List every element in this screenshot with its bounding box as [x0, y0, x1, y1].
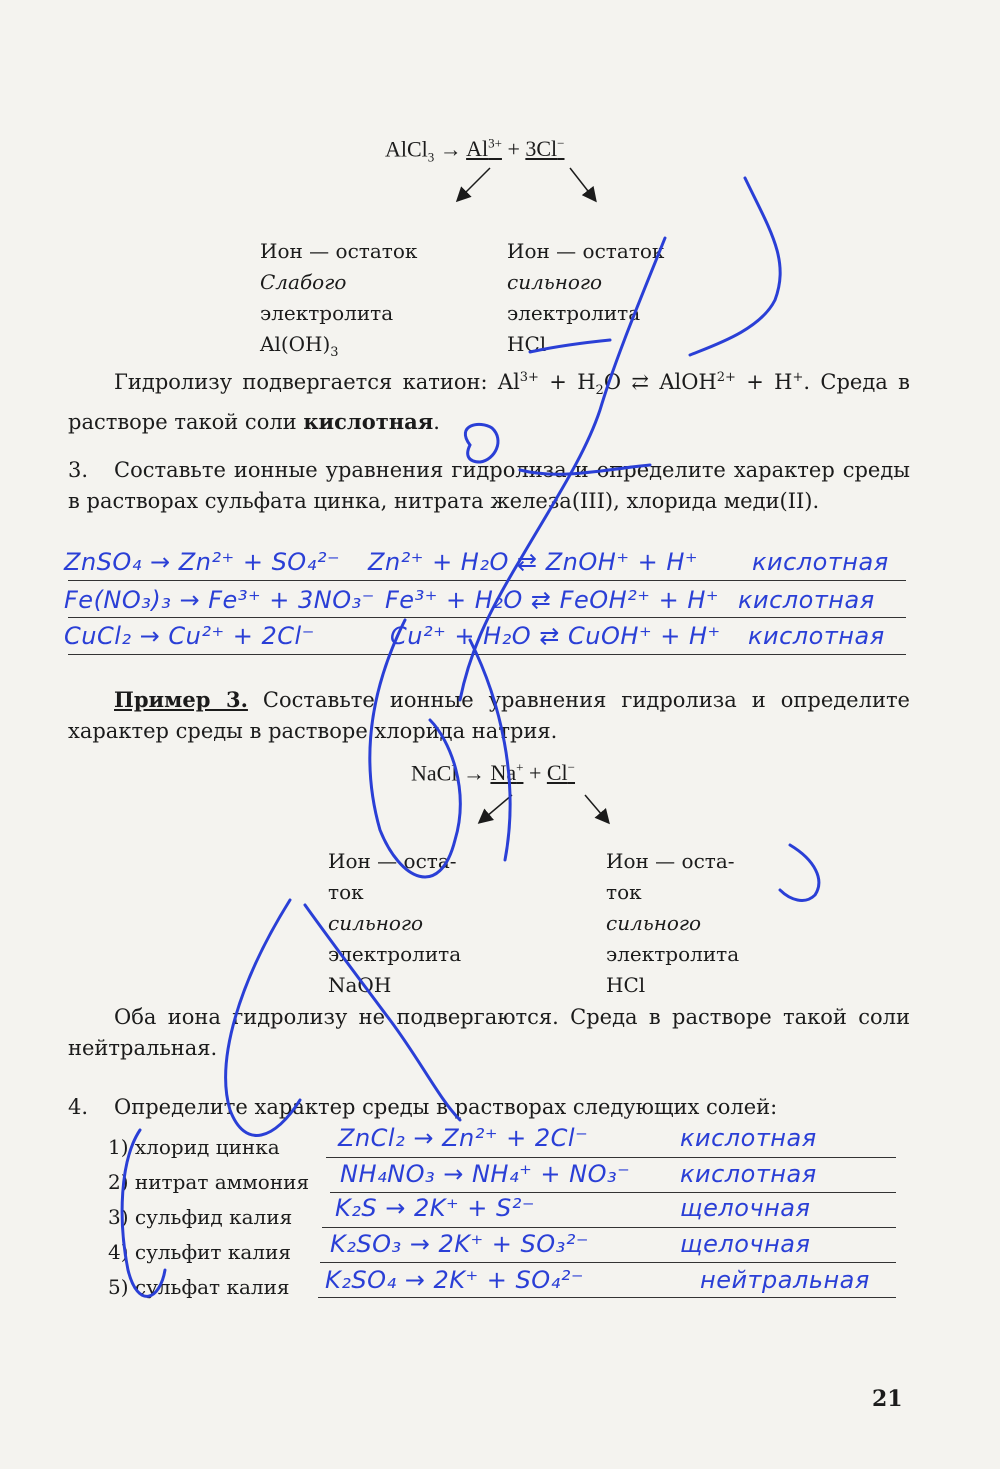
handwritten-dissociation: Fe(NO₃)₃ → Fe³⁺ + 3NO₃⁻ — [64, 586, 375, 614]
salt-item: 1) хлорид цинка — [108, 1135, 280, 1159]
handwritten-hydrolysis: Cu²⁺ + H₂O ⇄ CuOH⁺ + H⁺ — [390, 622, 721, 650]
page-number: 21 — [872, 1386, 903, 1412]
arrow-icon — [480, 795, 512, 822]
task-4: 4. Определите характер среды в растворах следующих солей: — [68, 1095, 778, 1119]
arrow-icon — [585, 795, 608, 822]
handwritten-dissociation: ZnCl₂ → Zn²⁺ + 2Cl⁻ — [338, 1124, 589, 1152]
handwritten-dissociation: K₂S → 2K⁺ + S²⁻ — [335, 1194, 536, 1222]
handwritten-answer: кислотная — [748, 622, 885, 650]
handwritten-hydrolysis: Zn²⁺ + H₂O ⇄ ZnOH⁺ + H⁺ — [368, 548, 699, 576]
task-3: 3. Составьте ионные уравнения гидролиза и определите характер среды в растворах сульфата цинка, нитрата железа(III), хлорида меди(II). — [68, 458, 910, 513]
pen-scribble-icon — [122, 178, 819, 1296]
handwritten-answer: кислотная — [752, 548, 889, 576]
equation-alcl3: AlCl$_3$ → $Al^{3+} + 3Cl^-$ — [385, 136, 565, 165]
example-3: Пример 3. Составьте ионные уравнения гидролиза и определите характер среды в растворе хлорида натрия. — [68, 687, 910, 743]
handwritten-dissociation: ZnSO₄ → Zn²⁺ + SO₄²⁻ — [64, 548, 341, 576]
arrow-icon — [570, 168, 595, 200]
salt-item: 2) нитрат аммония — [108, 1170, 310, 1194]
handwritten-answer: кислотная — [680, 1160, 817, 1188]
handwritten-answer: щелочная — [680, 1230, 811, 1258]
handwritten-dissociation: NH₄NO₃ → NH₄⁺ + NO₃⁻ — [340, 1160, 631, 1188]
salt-item: 5) сульфат калия — [108, 1275, 290, 1299]
handwritten-answer: нейтральная — [700, 1266, 870, 1294]
handwritten-dissociation: CuCl₂ → Cu²⁺ + 2Cl⁻ — [64, 622, 315, 650]
handwritten-answer: щелочная — [680, 1194, 811, 1222]
salt-item: 4) сульфит калия — [108, 1240, 291, 1264]
ion-column-weak: Ион — остаток Слабого электролита $Al(OH)_3$ — [260, 239, 418, 360]
ion-column-naoh: Ион — оста- ток сильного электролита NaOH — [328, 849, 462, 997]
ion-column-hcl: Ион — оста- ток сильного электролита HCl — [606, 849, 740, 997]
handwritten-answer: кислотная — [738, 586, 875, 614]
equation-nacl: NaCl → Na+ + Cl− — [411, 760, 576, 786]
hydrolysis-paragraph: Гидролизу подвергается катион: $Al^{3+} + H_2O$ ⇄ AlOH$^{2+}$ + H+. Среда в растворе такой соли кислотная. — [68, 370, 910, 435]
handwritten-dissociation: K₂SO₃ → 2K⁺ + SO₃²⁻ — [330, 1230, 590, 1258]
handwritten-answer: кислотная — [680, 1124, 817, 1152]
neutral-paragraph: Оба иона гидролизу не подвергаются. Среда в растворе такой соли нейтральная. — [68, 1005, 910, 1060]
handwritten-hydrolysis: Fe³⁺ + H₂O ⇄ FeOH²⁺ + H⁺ — [385, 586, 720, 614]
ion-column-strong: Ион — остаток сильного электролита HCl — [507, 239, 665, 356]
handwritten-dissociation: K₂SO₄ → 2K⁺ + SO₄²⁻ — [325, 1266, 585, 1294]
salt-item: 3) сульфид калия — [108, 1205, 293, 1229]
arrow-icon — [458, 168, 490, 200]
